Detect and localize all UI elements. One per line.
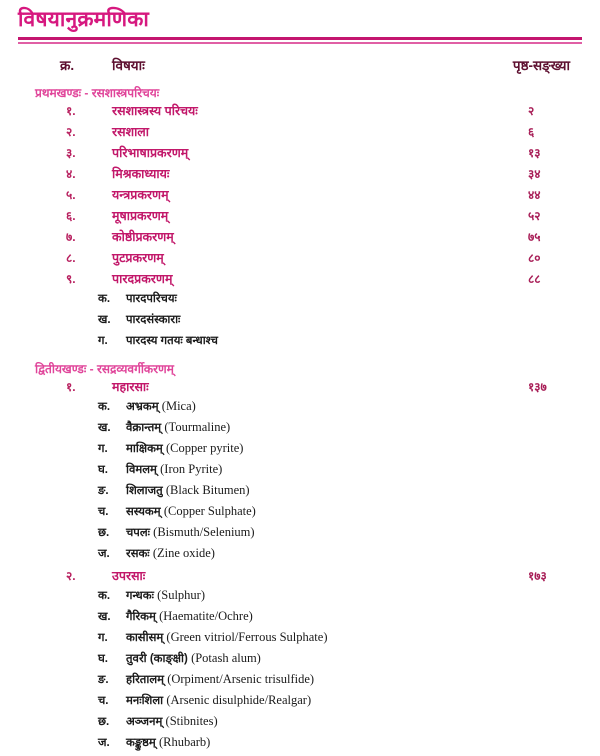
sections-container [0, 86, 600, 756]
entry-number: ६. [66, 209, 76, 224]
subentry-letter: ङ. [98, 485, 109, 498]
subentry-english-gloss: (Black Bitumen) [165, 483, 250, 498]
subentry-title[interactable] [126, 672, 314, 687]
entry-page-number: ३४ [528, 167, 541, 182]
entry-page-number: ८८ [528, 272, 541, 287]
subentry-title[interactable] [126, 504, 256, 519]
toc-subentry-row[interactable] [0, 483, 600, 504]
entry-title[interactable]: कोष्ठीप्रकरणम् [112, 230, 174, 245]
subentry-letter: ख. [98, 422, 111, 435]
divider-thin-line [18, 42, 582, 44]
subentry-devanagari: अञ्जनम् [126, 716, 163, 729]
subentry-devanagari: अभ्रकम् [126, 401, 159, 414]
subentry-english-gloss: (Arsenic disulphide/Realgar) [166, 693, 312, 708]
subentry-devanagari: तुवरी (काङ्क्षी) [126, 653, 188, 666]
subentry-letter: ज. [98, 737, 110, 750]
entry-title[interactable]: उपरसाः [112, 569, 146, 584]
subentry-letter: ग. [98, 632, 108, 645]
entry-page-number: ४४ [528, 188, 541, 203]
subentry-devanagari: गैरिकम् [126, 611, 156, 624]
entry-page-number: ६ [528, 125, 535, 140]
subentry-devanagari: विमलम् [126, 464, 157, 477]
toc-entry-row[interactable] [0, 144, 600, 165]
toc-section [0, 86, 600, 354]
section-heading: द्वितीयखण्डः - रसद्रव्यवर्गीकरणम् [35, 362, 174, 377]
subentry-devanagari: पारदसंस्काराः [126, 314, 181, 327]
entry-number: २. [66, 569, 76, 584]
entry-title[interactable]: यन्त्रप्रकरणम् [112, 188, 169, 203]
subentry-title[interactable] [126, 651, 261, 666]
entry-title[interactable]: महारसाः [112, 380, 149, 395]
subentry-title[interactable] [126, 588, 205, 603]
subentry-devanagari: कासीसम् [126, 632, 164, 645]
column-header-number: क्र. [60, 58, 75, 74]
subentry-english-gloss: (Orpiment/Arsenic trisulfide) [167, 672, 315, 687]
toc-subentry-row[interactable] [0, 462, 600, 483]
toc-subentry-row[interactable] [0, 609, 600, 630]
entry-title[interactable]: रसशाला [112, 125, 150, 140]
entry-number: १. [66, 380, 76, 395]
subentry-devanagari: शिलाजतु [126, 485, 163, 498]
entry-page-number: २ [528, 104, 535, 119]
toc-entry-row[interactable] [0, 567, 600, 588]
column-header-page: पृष्ठ-सङ्ख्या [512, 58, 570, 74]
subentry-letter: क. [98, 401, 111, 414]
toc-entry-row[interactable] [0, 270, 600, 291]
subentry-letter: ङ. [98, 674, 109, 687]
subentry-english-gloss: (Zine oxide) [152, 546, 215, 561]
subentry-letter: ग. [98, 335, 108, 348]
toc-subentry-row[interactable] [0, 693, 600, 714]
toc-subentry-row[interactable] [0, 441, 600, 462]
subentry-title[interactable] [126, 333, 218, 348]
subentry-title[interactable] [126, 630, 328, 645]
subentry-devanagari: माक्षिकम् [126, 443, 163, 456]
title-divider [18, 37, 582, 44]
entry-number: ७. [66, 230, 76, 245]
subentry-letter: च. [98, 695, 109, 708]
entry-page-number: ८० [528, 251, 541, 266]
entry-page-number: ५२ [528, 209, 541, 224]
subentry-title[interactable] [126, 312, 180, 327]
subentry-letter: ज. [98, 548, 110, 561]
toc-entry-row[interactable] [0, 165, 600, 186]
toc-subentry-row[interactable] [0, 399, 600, 420]
toc-subentry-row[interactable] [0, 525, 600, 546]
subentry-english-gloss: (Tourmaline) [164, 420, 231, 435]
entry-number: ५. [66, 188, 76, 203]
subentry-title[interactable] [126, 420, 230, 435]
subentry-english-gloss: (Rhubarb) [158, 735, 211, 750]
entry-number: १. [66, 104, 76, 119]
entry-title[interactable]: पारदप्रकरणम् [112, 272, 173, 287]
toc-subentry-row[interactable] [0, 630, 600, 651]
entry-list [0, 102, 600, 354]
subentry-title[interactable] [126, 462, 222, 477]
subentry-title[interactable] [126, 483, 250, 498]
toc-subentry-row[interactable] [0, 291, 600, 312]
subentry-title[interactable] [126, 441, 243, 456]
entry-title[interactable]: पुटप्रकरणम् [112, 251, 164, 266]
toc-subentry-row[interactable] [0, 312, 600, 333]
column-header-subject: विषयाः [112, 58, 145, 74]
subentry-english-gloss: (Haematite/Ochre) [159, 609, 253, 624]
subentry-letter: क. [98, 293, 111, 306]
subentry-letter: छ. [98, 716, 110, 729]
subentry-title[interactable] [126, 693, 311, 708]
subentry-english-gloss: (Sulphur) [157, 588, 206, 603]
subentry-devanagari: कङ्कुष्ठम् [126, 737, 156, 750]
toc-entry-row[interactable] [0, 102, 600, 123]
toc-subentry-row[interactable] [0, 714, 600, 735]
toc-section [0, 362, 600, 756]
subentry-english-gloss: (Stibnites) [165, 714, 218, 729]
toc-entry-row[interactable] [0, 378, 600, 399]
toc-entry-row[interactable] [0, 228, 600, 249]
toc-subentry-row[interactable] [0, 504, 600, 525]
subentry-title[interactable] [126, 291, 177, 306]
subentry-letter: घ. [98, 653, 108, 666]
entry-title[interactable]: रसशास्त्रस्य परिचयः [112, 104, 198, 119]
subentry-devanagari: चपलः [126, 527, 150, 540]
subentry-letter: ग. [98, 443, 108, 456]
subentry-devanagari: पारदपरिचयः [126, 293, 177, 306]
toc-entry-row[interactable] [0, 186, 600, 207]
subentry-english-gloss: (Copper Sulphate) [163, 504, 256, 519]
entry-list [0, 378, 600, 756]
entry-number: ४. [66, 167, 76, 182]
title-block [0, 0, 600, 32]
toc-subentry-row[interactable] [0, 420, 600, 441]
entry-number: ८. [66, 251, 76, 266]
subentry-title[interactable] [126, 525, 255, 540]
subentry-letter: ख. [98, 314, 111, 327]
subentry-devanagari: मनःशिला [126, 695, 164, 708]
subentry-english-gloss: (Copper pyrite) [166, 441, 244, 456]
entry-page-number: १७३ [528, 569, 547, 584]
subentry-letter: च. [98, 506, 109, 519]
toc-entry-row[interactable] [0, 207, 600, 228]
subentry-title[interactable] [126, 735, 210, 750]
subentry-devanagari: गन्धकः [126, 590, 154, 603]
entry-page-number: ७५ [528, 230, 541, 245]
entry-number: ९. [66, 272, 76, 287]
toc-subentry-row[interactable] [0, 651, 600, 672]
subentry-title[interactable] [126, 399, 196, 414]
toc-subentry-row[interactable] [0, 588, 600, 609]
subentry-title[interactable] [126, 546, 215, 561]
page-title: विषयानुक्रमणिका [18, 8, 150, 31]
subentry-title[interactable] [126, 609, 253, 624]
toc-entry-row[interactable] [0, 123, 600, 144]
subentry-title[interactable] [126, 714, 218, 729]
entry-page-number: १३७ [528, 380, 547, 395]
subentry-letter: घ. [98, 464, 108, 477]
subentry-english-gloss: (Mica) [161, 399, 196, 414]
entry-page-number: १३ [528, 146, 541, 161]
subentry-devanagari: सस्यकम् [126, 506, 161, 519]
subentry-devanagari: हरितालम् [126, 674, 164, 687]
entry-number: २. [66, 125, 76, 140]
subentry-devanagari: पारदस्य गतयः बन्धाश्च [126, 335, 218, 348]
column-header-row [0, 56, 600, 78]
entry-title[interactable]: परिभाषाप्रकरणम् [112, 146, 189, 161]
subentry-english-gloss: (Green vitriol/Ferrous Sulphate) [166, 630, 328, 645]
subentry-devanagari: वैक्रान्तम् [126, 422, 162, 435]
toc-subentry-row[interactable] [0, 546, 600, 567]
toc-subentry-row[interactable] [0, 735, 600, 756]
subentry-devanagari: रसकः [126, 548, 150, 561]
subentry-english-gloss: (Potash alum) [191, 651, 261, 666]
entry-title[interactable]: मूषाप्रकरणम् [112, 209, 169, 224]
subentry-english-gloss: (Iron Pyrite) [160, 462, 223, 477]
subentry-english-gloss: (Bismuth/Selenium) [153, 525, 255, 540]
subentry-letter: क. [98, 590, 111, 603]
section-heading: प्रथमखण्डः - रसशास्त्रपरिचयः [35, 86, 160, 101]
entry-title[interactable]: मिश्रकाध्यायः [112, 167, 170, 182]
entry-number: ३. [66, 146, 76, 161]
toc-subentry-row[interactable] [0, 333, 600, 354]
subentry-letter: ख. [98, 611, 111, 624]
toc-entry-row[interactable] [0, 249, 600, 270]
subentry-letter: छ. [98, 527, 110, 540]
